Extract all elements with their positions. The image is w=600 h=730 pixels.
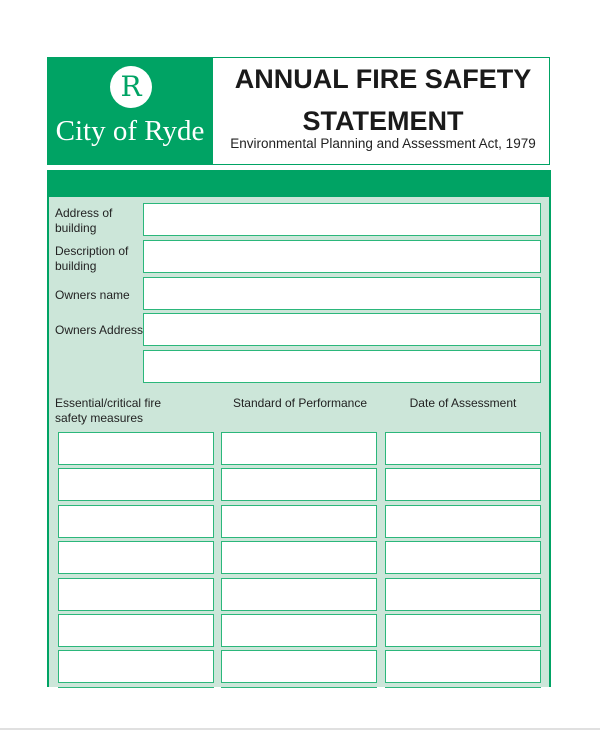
table-cell-date[interactable] [385,650,541,683]
title-line-2: STATEMENT [302,106,464,136]
section-bar [47,170,551,197]
table-cell-date[interactable] [385,541,541,574]
address-field[interactable] [143,203,541,236]
title-line-1: ANNUAL FIRE SAFETY [234,64,532,94]
col-header-measures: Essential/critical fire safety measures [55,396,162,425]
table-cell-date[interactable] [385,432,541,465]
table-cell-date[interactable] [385,687,541,688]
table-cell-date[interactable] [385,468,541,501]
table-cell-measure[interactable] [58,650,214,683]
col-header-standard: Standard of Performance [232,396,368,410]
table-cell-measure[interactable] [58,614,214,647]
table-cell-standard[interactable] [221,505,377,538]
table-cell-date[interactable] [385,578,541,611]
logo-circle-icon: R [110,66,152,108]
table-cell-measure[interactable] [58,468,214,501]
label-owners-address: Owners Address [55,323,144,337]
label-owners-name: Owners name [55,288,130,302]
label-address: Address of building [55,206,113,235]
city-of-ryde-logo [47,57,213,165]
table-cell-standard[interactable] [221,541,377,574]
col-header-date: Date of Assessment [409,396,517,410]
table-cell-date[interactable] [385,505,541,538]
label-description: Description of building [55,244,129,273]
table-cell-measure[interactable] [58,687,214,688]
table-cell-standard[interactable] [221,578,377,611]
subtitle: Environmental Planning and Assessment Act, 1979 [230,136,536,151]
table-cell-date[interactable] [385,614,541,647]
description-field[interactable] [143,240,541,273]
table-cell-measure[interactable] [58,505,214,538]
table-cell-standard[interactable] [221,614,377,647]
owners-name-field[interactable] [143,277,541,310]
table-cell-standard[interactable] [221,468,377,501]
table-cell-standard[interactable] [221,650,377,683]
table-cell-measure[interactable] [58,541,214,574]
table-cell-measure[interactable] [58,432,214,465]
table-cell-measure[interactable] [58,578,214,611]
table-cell-standard[interactable] [221,687,377,688]
logo-name: City of Ryde [55,115,205,147]
owners-address-field[interactable] [143,313,541,346]
table-cell-standard[interactable] [221,432,377,465]
owners-address-field-2[interactable] [143,350,541,383]
